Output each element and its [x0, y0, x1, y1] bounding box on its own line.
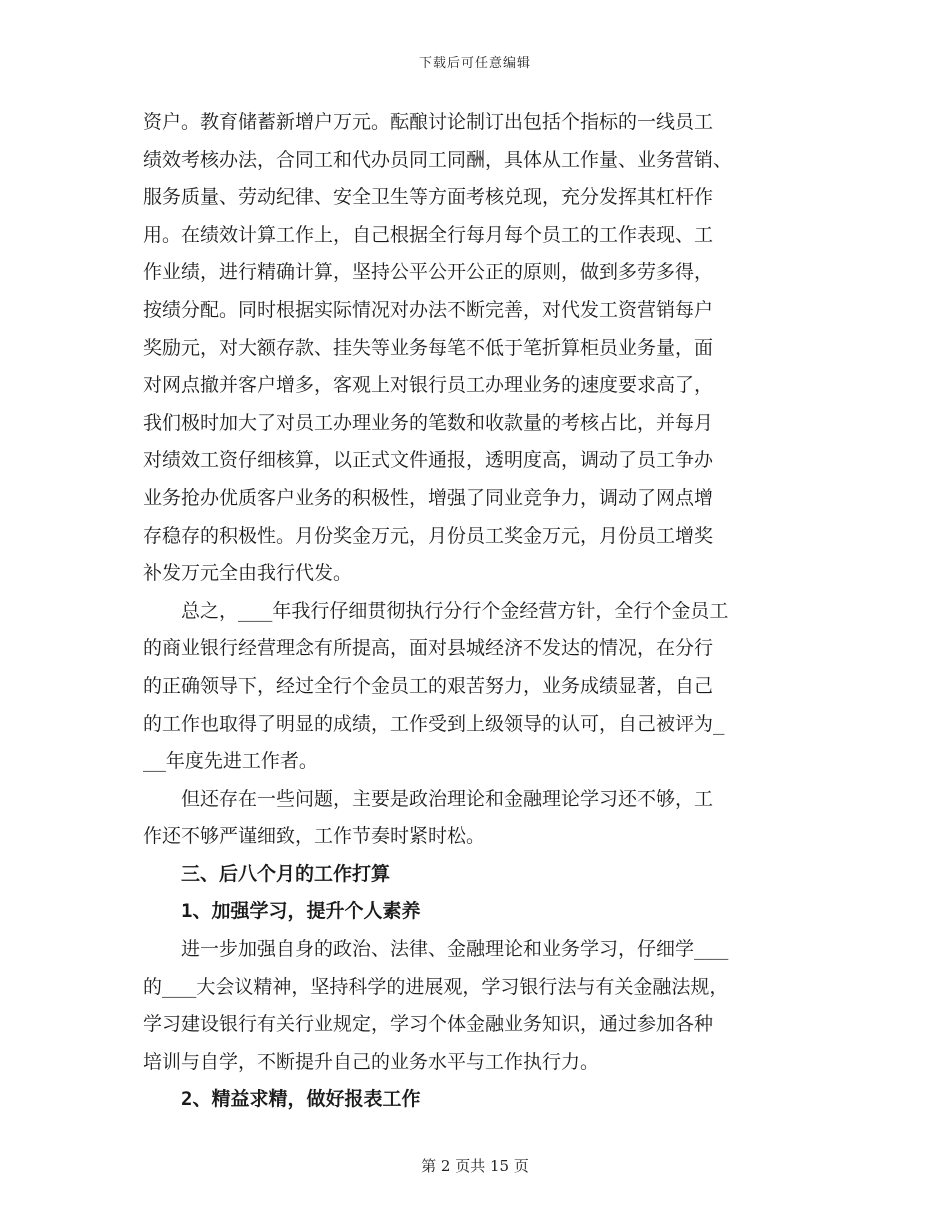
text-line: 服务质量、劳动纪律、安全卫生等方面考核兑现，充分发挥其杠杆作 [143, 186, 714, 209]
text-line: 资户。教育储蓄新增户万元。酝酿讨论制订出包括个指标的一线员工 [143, 111, 714, 133]
text-line: 存稳存的积极性。月份奖金万元，月份员工奖金万元，月份员工增奖 [143, 524, 714, 547]
text-line: 作还不够严谨细致，工作节奏时紧时松。 [143, 825, 486, 848]
text-line: 的___大会议精神，坚持科学的进展观，学习银行法与有关金融法规， [143, 975, 729, 998]
text-line: 我们极时加大了对员工办理业务的笔数和收款量的考核占比，并每月 [143, 411, 714, 434]
text-line: 奖励元，对大额存款、挂失等业务每笔不低于笔折算柜员业务量，面 [143, 336, 714, 359]
section-heading: 1、加强学习，提升个人素养 [181, 900, 421, 923]
text-line: 的正确领导下，经过全行个金员工的艰苦努力，业务成绩显著，自己 [143, 674, 714, 697]
text-line: 业务抢办优质客户业务的积极性，增强了同业竞争力，调动了网点增 [143, 486, 714, 509]
page-header: 下载后可任意编辑 [418, 56, 531, 71]
text-line: __年度先进工作者。 [143, 750, 318, 773]
text-line: 补发万元全由我行代发。 [143, 562, 353, 585]
document-body [143, 104, 807, 1119]
text-line: 的商业银行经营理念有所提高，面对县城经济不发达的情况，在分行 [143, 637, 714, 660]
text-line: 作业绩，进行精确计算，坚持公平公开公正的原则，做到多劳多得， [143, 261, 714, 284]
text-line: 绩效考核办法，合同工和代办员同工同酬，具体从工作量、业务营销、 [143, 148, 733, 171]
page-footer: 第 2 页共 15 页 [421, 1157, 529, 1175]
text-line: 按绩分配。同时根据实际情况对办法不断完善，对代发工资营销每户 [143, 298, 714, 321]
section-heading: 2、精益求精，做好报表工作 [181, 1088, 421, 1111]
text-line: 进一步加强自身的政治、法律、金融理论和业务学习，仔细学___ [181, 938, 729, 961]
text-line: 用。在绩效计算工作上，自己根据全行每月每个员工的工作表现、工 [143, 223, 714, 246]
text-line: 对绩效工资仔细核算，以正式文件通报，透明度高，调动了员工争办 [143, 449, 714, 472]
text-line: 培训与自学，不断提升自己的业务水平与工作执行力。 [143, 1050, 600, 1073]
text-line: 的工作也取得了明显的成绩，工作受到上级领导的认可，自己被评为_ [143, 712, 725, 735]
text-line: 但还存在一些问题，主要是政治理论和金融理论学习还不够，工 [181, 787, 714, 810]
text-line: 学习建设银行有关行业规定，学习个体金融业务知识，通过参加各种 [143, 1013, 714, 1036]
text-line: 总之，___年我行仔细贯彻执行分行个金经营方针，全行个金员工 [181, 599, 729, 622]
section-heading: 三、后八个月的工作打算 [181, 862, 391, 885]
text-line: 对网点撤并客户增多，客观上对银行员工办理业务的速度要求高了， [143, 374, 714, 397]
